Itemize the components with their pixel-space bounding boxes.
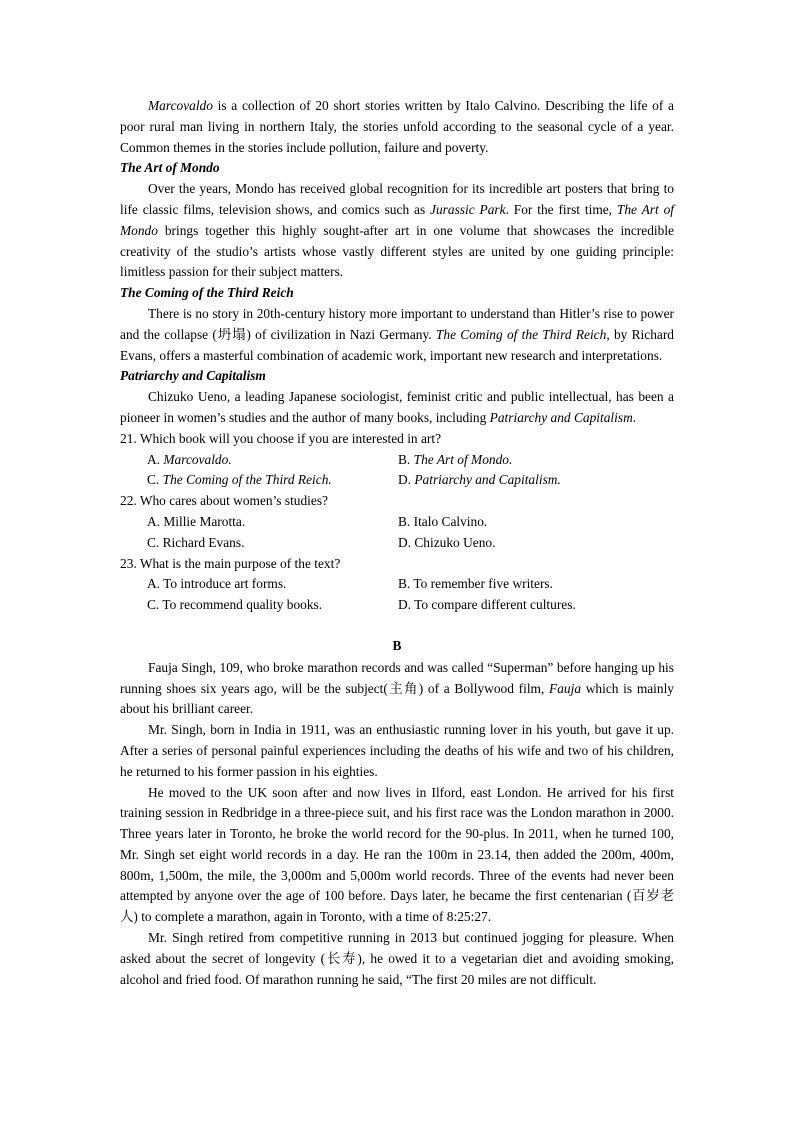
section-b-paragraph-2: Mr. Singh, born in India in 1911, was an enthusiastic running lover in his youth, but gave it up. After a series of personal painful experiences including the deaths of his wife and two of his children, he returned to his former passion in his eighties.	[120, 722, 674, 779]
option-21a[interactable]: A. Marcovaldo.	[147, 451, 232, 467]
question-23: 23. What is the main purpose of the text?	[120, 555, 341, 571]
question-21: 21. Which book will you choose if you are interested in art?	[120, 430, 442, 446]
patriarchy-paragraph: Chizuko Ueno, a leading Japanese sociologist, feminist critic and public intellectual, has been a pioneer in women’s studies and the author of many books, including Patriarchy and Capitalism.	[120, 389, 674, 425]
option-22c[interactable]: C. Richard Evans.	[147, 534, 245, 550]
question-22: 22. Who cares about women’s studies?	[120, 493, 329, 509]
option-21c[interactable]: C. The Coming of the Third Reich.	[147, 472, 332, 488]
question-23-options	[120, 574, 674, 616]
question-21-options	[120, 450, 674, 492]
option-23a[interactable]: A. To introduce art forms.	[147, 576, 287, 592]
option-21b[interactable]: B. The Art of Mondo.	[398, 451, 513, 467]
book-title-marcovaldo: Marcovaldo	[148, 98, 213, 113]
question-22-options	[120, 512, 674, 554]
art-of-mondo-paragraph: Over the years, Mondo has received global recognition for its incredible art posters that bring to life classic films, television shows, and comics such as Jurassic Park. For the first time, The Art of Mondo brings together this highly sought-after art in one volume that showcases the incredible creativity of the studio’s artists whose vastly different styles are united by one guiding principle: limitless passion for their subject matters.	[120, 181, 674, 280]
section-b-paragraph-3: He moved to the UK soon after and now lives in Ilford, east London. He arrived for his first training session in Redbridge in a three-piece suit, and his first race was the London marathon in 2000. Three years later in Toronto, he broke the world record for the 90-plus. In 2011, when he turned 100, Mr. Singh set eight world records in a day. He ran the 100m in 23.14, then added the 200m, 400m, 800m, 1,500m, the mile, the 3,000m and 5,000m world records. Three of the events had never been attempted by anyone over the age of 100 before. Days later, he became the first centenarian (百岁老人) to complete a marathon, again in Toronto, with a time of 8:25:27.	[120, 784, 674, 925]
option-22d[interactable]: D. Chizuko Ueno.	[398, 534, 496, 550]
section-b-paragraph-1: Fauja Singh, 109, who broke marathon records and was called “Superman” before hanging up his running shoes six years ago, will be the subject(主角) of a Bollywood film, Fauja which is mainly about his brilliant career.	[120, 659, 675, 717]
section-b-heading: B	[392, 637, 402, 653]
third-reich-paragraph: There is no story in 20th-century history more important to understand than Hitler’s rise to power and the collapse (坍塌) of civilization in Nazi Germany. The Coming of the Third Reich, by Richard Evans, offers a masterful combination of academic work, important new research and interpretations.	[120, 305, 675, 363]
option-23d[interactable]: D. To compare different cultures.	[398, 597, 576, 613]
document-page	[120, 96, 674, 990]
option-23b[interactable]: B. To remember five writers.	[398, 576, 553, 592]
option-22a[interactable]: A. Millie Marotta.	[147, 513, 246, 529]
section-b-paragraph-4: Mr. Singh retired from competitive running in 2013 but continued jogging for pleasure. When asked about the secret of longevity (长寿), he owed it to a vegetarian diet and avoiding smoking, alcohol and fried food. Of marathon running he said, “The first 20 miles are not difficult.	[120, 930, 674, 987]
book-heading-art-of-mondo: The Art of Mondo	[120, 160, 220, 176]
option-23c[interactable]: C. To recommend quality books.	[147, 597, 323, 613]
book-heading-patriarchy: Patriarchy and Capitalism	[120, 368, 266, 384]
option-21d[interactable]: D. Patriarchy and Capitalism.	[398, 472, 561, 488]
intro-paragraph: Marcovaldo is a collection of 20 short stories written by Italo Calvino. Describing the life of a poor rural man living in northern Italy, the stories unfold according to the seasonal cycle of a year. Common themes in the stories include pollution, failure and poverty.	[120, 98, 674, 155]
book-heading-third-reich: The Coming of the Third Reich	[120, 285, 294, 301]
option-22b[interactable]: B. Italo Calvino.	[398, 513, 488, 529]
